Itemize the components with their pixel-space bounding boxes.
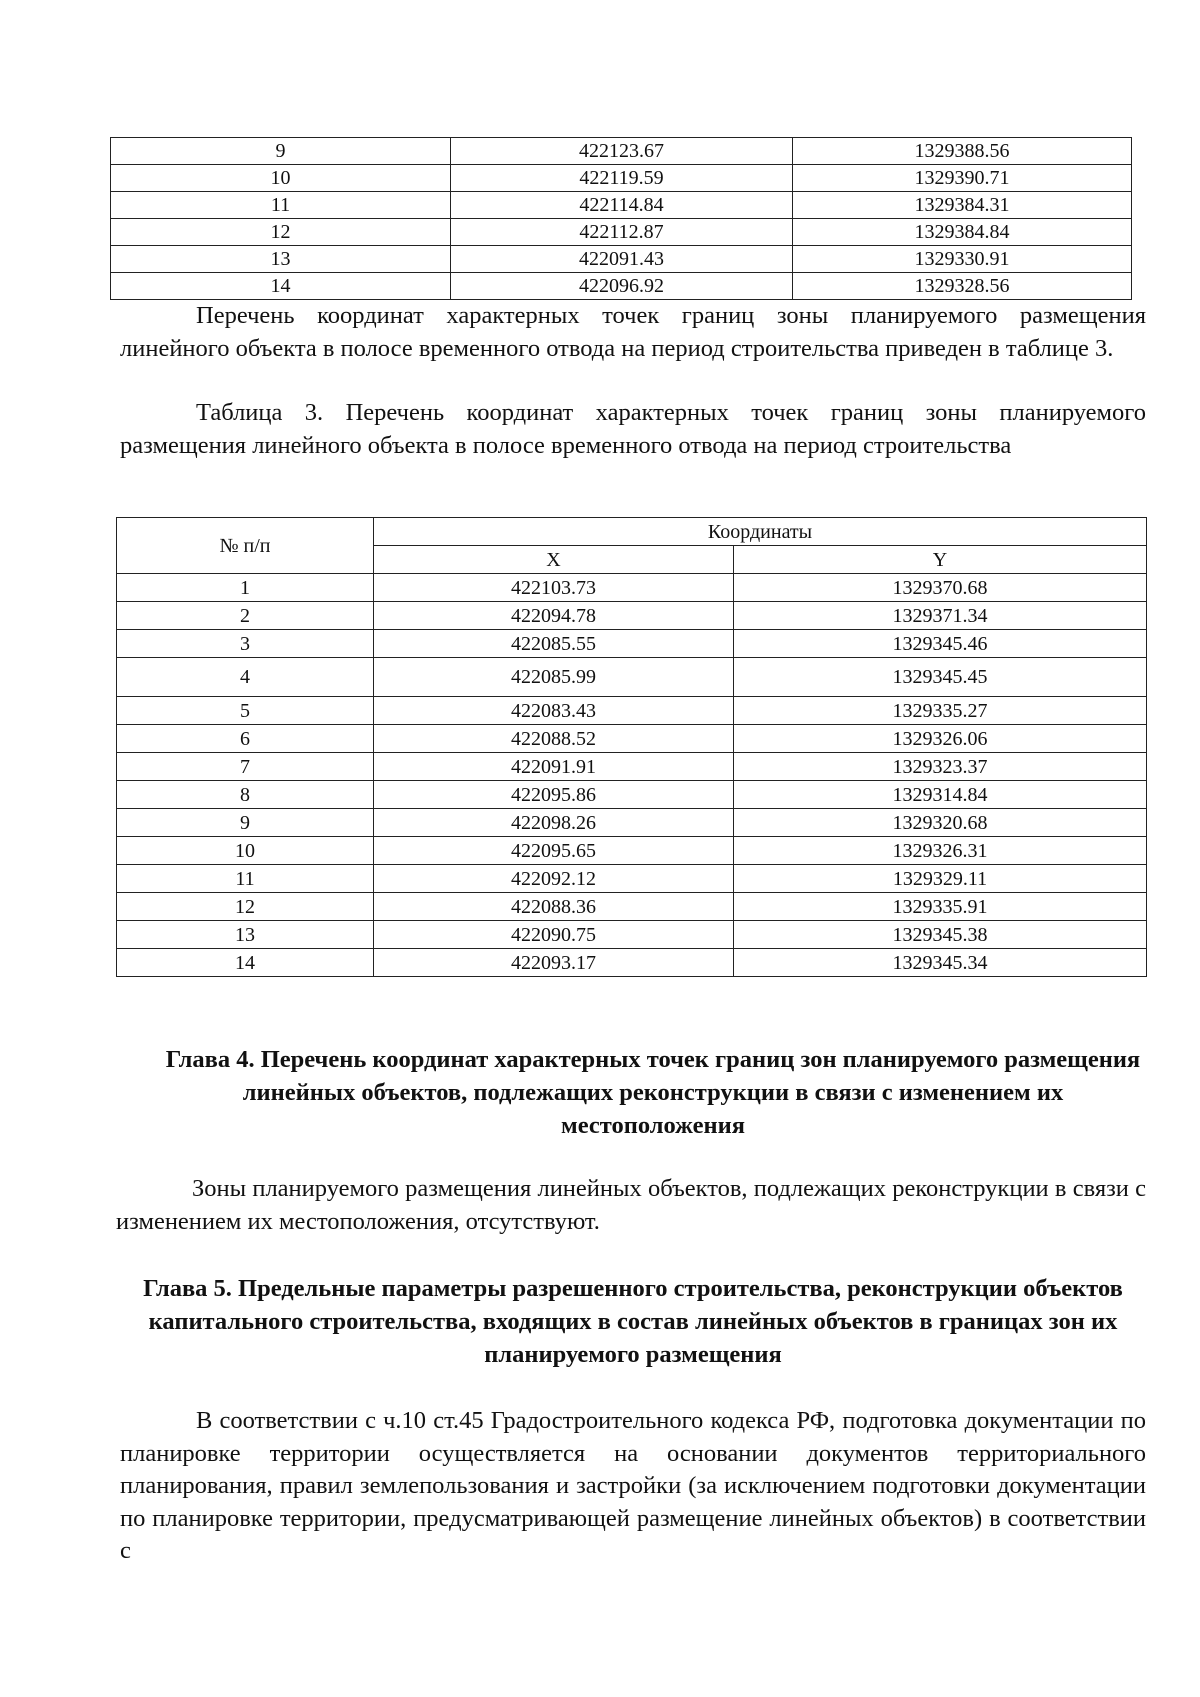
table-cell: 13 [111, 246, 451, 273]
table-row [111, 246, 1132, 273]
table-cell: 422094.78 [374, 602, 734, 630]
table-row [117, 837, 1147, 865]
table-cell: 1329328.56 [793, 273, 1132, 300]
table-header-row [117, 518, 1147, 546]
table-cell: 1329320.68 [734, 809, 1147, 837]
caption-text: Таблица 3. Перечень координат характерных точек границ зоны планируемого размещения линейного объекта в полосе временного отвода на период строительства [120, 399, 1146, 459]
table-cell: 1329335.91 [734, 893, 1147, 921]
paragraph-table3-intro [120, 300, 1146, 365]
table-cell: 422103.73 [374, 574, 734, 602]
table-row [111, 273, 1132, 300]
table-cell: 1329335.27 [734, 697, 1147, 725]
paragraph-text: В соответствии с ч.10 ст.45 Градостроительного кодекса РФ, подготовка документации по планировке территории осуществляется на основании документов территориального планирования, правил землепользования и застройки (за исключением подготовки документации по планировке территории, предусматривающей размещение линейных объектов) в соответствии с [120, 1407, 1146, 1564]
table-cell: 1329388.56 [793, 138, 1132, 165]
table-cell: 422091.91 [374, 753, 734, 781]
table-cell: 422091.43 [451, 246, 793, 273]
table-row [117, 921, 1147, 949]
chapter-4-text [116, 1173, 1146, 1238]
table-cell: 1329345.34 [734, 949, 1147, 977]
table-cell: 7 [117, 753, 374, 781]
table-cell: 1329326.06 [734, 725, 1147, 753]
table-cell: 422095.86 [374, 781, 734, 809]
table-row [117, 697, 1147, 725]
table-cell: 9 [111, 138, 451, 165]
table-cell: 9 [117, 809, 374, 837]
table-cell: 422119.59 [451, 165, 793, 192]
table-cell: 422098.26 [374, 809, 734, 837]
table-cell: 11 [117, 865, 374, 893]
table-cell: 10 [111, 165, 451, 192]
table-row [117, 658, 1147, 697]
table-row [111, 192, 1132, 219]
table-cell: 4 [117, 658, 374, 697]
header-x: X [374, 546, 734, 574]
table-cell: 422085.55 [374, 630, 734, 658]
table-row [117, 809, 1147, 837]
table-row [117, 865, 1147, 893]
header-y: Y [734, 546, 1147, 574]
table-cell: 1329370.68 [734, 574, 1147, 602]
coordinates-table-continuation [110, 137, 1132, 300]
table-cell: 1329330.91 [793, 246, 1132, 273]
table-cell: 1329345.38 [734, 921, 1147, 949]
table-row [117, 949, 1147, 977]
table-cell: 422093.17 [374, 949, 734, 977]
table-row [111, 165, 1132, 192]
table-cell: 422085.99 [374, 658, 734, 697]
table-cell: 422096.92 [451, 273, 793, 300]
table-row [111, 219, 1132, 246]
table-cell: 422090.75 [374, 921, 734, 949]
table-cell: 13 [117, 921, 374, 949]
table-cell: 8 [117, 781, 374, 809]
table-row [117, 602, 1147, 630]
header-coordinates: Координаты [374, 518, 1147, 546]
table-cell: 1 [117, 574, 374, 602]
table-cell: 422095.65 [374, 837, 734, 865]
table-cell: 422123.67 [451, 138, 793, 165]
table-cell: 422114.84 [451, 192, 793, 219]
table-cell: 1329384.31 [793, 192, 1132, 219]
table-cell: 422088.36 [374, 893, 734, 921]
table-cell: 422083.43 [374, 697, 734, 725]
table-cell: 1329345.45 [734, 658, 1147, 697]
table-cell: 1329314.84 [734, 781, 1147, 809]
table-cell: 5 [117, 697, 374, 725]
header-number: № п/п [117, 518, 374, 574]
table-row [117, 753, 1147, 781]
chapter-4-heading: Глава 4. Перечень координат характерных точек границ зон планируемого размещения линейных объектов, подлежащих реконструкции в связи с изменением их местоположения [165, 1046, 1141, 1139]
table-cell: 3 [117, 630, 374, 658]
table-cell: 422112.87 [451, 219, 793, 246]
table-cell: 14 [117, 949, 374, 977]
table-cell: 1329390.71 [793, 165, 1132, 192]
table-cell: 1329323.37 [734, 753, 1147, 781]
table-cell: 14 [111, 273, 451, 300]
table-cell: 1329329.11 [734, 865, 1147, 893]
table-cell: 10 [117, 837, 374, 865]
table-cell: 1329326.31 [734, 837, 1147, 865]
table3-caption [120, 397, 1146, 462]
table-3-coordinates [116, 517, 1147, 977]
table-row [117, 574, 1147, 602]
table-cell: 422092.12 [374, 865, 734, 893]
table-row [117, 630, 1147, 658]
paragraph-text: Перечень координат характерных точек границ зоны планируемого размещения линейного объекта в полосе временного отвода на период строительства приведен в таблице 3. [120, 302, 1146, 362]
table-row [117, 893, 1147, 921]
table-cell: 1329384.84 [793, 219, 1132, 246]
table-cell: 2 [117, 602, 374, 630]
table-row [117, 725, 1147, 753]
table-cell: 422088.52 [374, 725, 734, 753]
table-cell: 12 [111, 219, 451, 246]
chapter-5-heading: Глава 5. Предельные параметры разрешенного строительства, реконструкции объектов капитального строительства, входящих в состав линейных объектов в границах зон их планируемого размещения [143, 1275, 1123, 1368]
table-row [111, 138, 1132, 165]
table-row [117, 781, 1147, 809]
table-cell: 11 [111, 192, 451, 219]
table-cell: 12 [117, 893, 374, 921]
table-cell: 6 [117, 725, 374, 753]
table-cell: 1329371.34 [734, 602, 1147, 630]
table-cell: 1329345.46 [734, 630, 1147, 658]
chapter-5-text [120, 1405, 1146, 1568]
paragraph-text: Зоны планируемого размещения линейных объектов, подлежащих реконструкции в связи с изменением их местоположения, отсутствуют. [116, 1175, 1146, 1235]
